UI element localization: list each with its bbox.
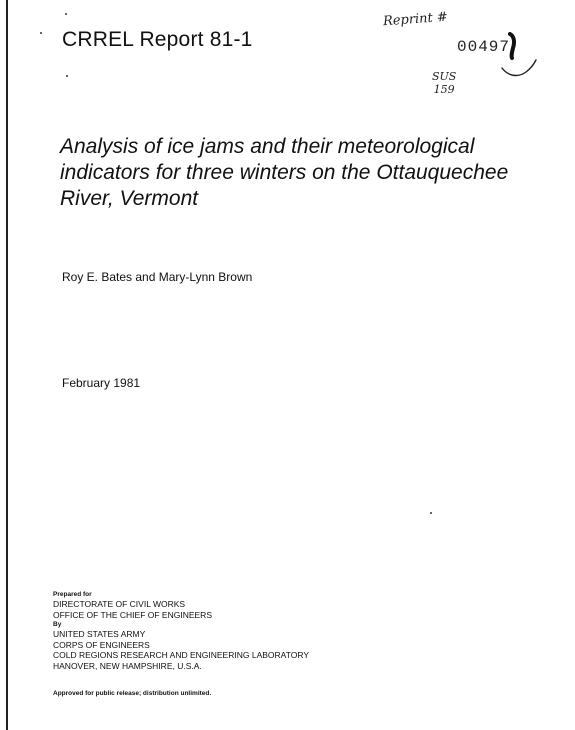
by-label: By (53, 621, 62, 628)
scan-speck (66, 75, 68, 77)
title-line: indicators for three winters on the Ottauquechee (60, 161, 509, 184)
agency-line: CORPS OF ENGINEERS (53, 639, 150, 650)
authors: Roy E. Bates and Mary-Lynn Brown (62, 270, 253, 284)
report-number: CRREL Report 81-1 (62, 28, 253, 51)
scan-edge-line (6, 0, 8, 730)
handwritten-note-line: SUS (432, 70, 457, 83)
prepared-for-block (53, 590, 309, 671)
scan-speck (65, 13, 67, 15)
agency-line: HANOVER, NEW HAMPSHIRE, U.S.A. (53, 660, 202, 671)
sponsor-line: DIRECTORATE OF CIVIL WORKS (53, 599, 186, 609)
scan-speck (430, 512, 432, 514)
stamped-number: 00497 (457, 38, 511, 56)
title-line: Analysis of ice jams and their meteorological (60, 135, 475, 158)
title-line: River, Vermont (60, 187, 199, 210)
publication-date: February 1981 (62, 376, 141, 390)
release-statement: Approved for public release; distribution unlimited. (53, 690, 212, 697)
prepared-for-label: Prepared for (53, 591, 92, 598)
sponsor-line: OFFICE OF THE CHIEF OF ENGINEERS (53, 609, 212, 620)
report-title (60, 134, 540, 212)
handwritten-check-mark (496, 30, 540, 86)
scan-speck (40, 32, 42, 34)
agency-line: COLD REGIONS RESEARCH AND ENGINEERING LABORATORY (53, 650, 310, 660)
handwritten-note-line: 159 (433, 83, 455, 96)
agency-line: UNITED STATES ARMY (53, 629, 146, 639)
handwritten-note (432, 70, 456, 96)
handwritten-reprint-label: Reprint # (382, 9, 449, 30)
